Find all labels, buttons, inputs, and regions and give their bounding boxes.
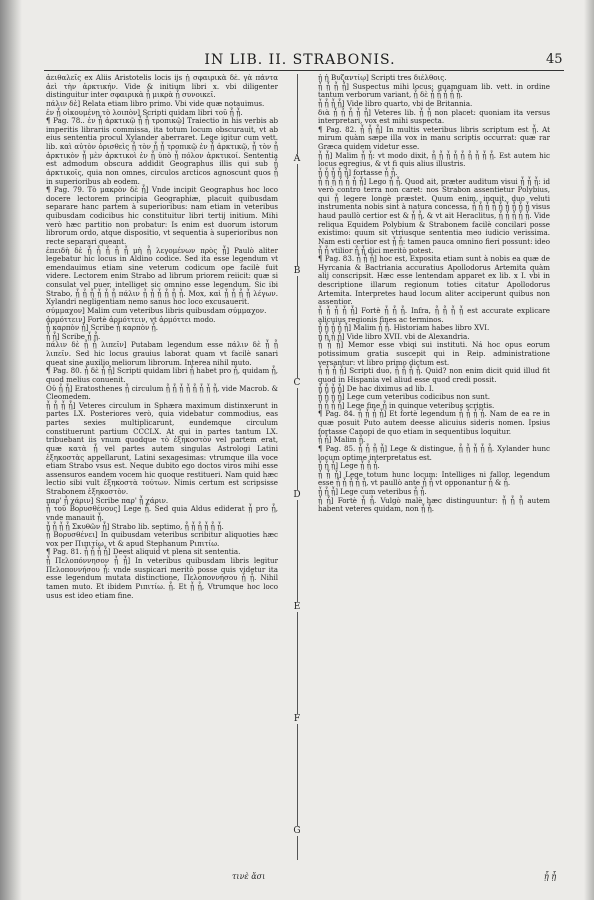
note-paragraph: ᾗ ᾗ ᾗ ᾗ] Lege cum veteribus codicibus non sunt. bbox=[318, 392, 490, 402]
margin-letter: G bbox=[290, 826, 304, 836]
note-paragraph: ᾗ ᾗ ᾗ] Lege ᾗ ᾗ ᾗ. bbox=[318, 461, 380, 471]
note-paragraph: ¶ Pag. 83. ᾗ ᾗ ᾗ] hoc est, Exposita etiam sunt à nobis ea quæ de Hyrcania & Bactriania accuratius Apollodorus Artemita quàm alij conscripsit. Hæc esse lentendam apparet ex lib. x I. vbi in descriptione illarum regionum toties citatur Apollodorus Artemita. Interpretes haud locum aliter acciperunt quibus non assentior. bbox=[318, 254, 550, 307]
note-paragraph: ᾗ ᾗ] Scribe ᾗ ᾗ. bbox=[46, 331, 101, 341]
header-rule bbox=[44, 70, 564, 71]
note-paragraph: ᾗ ᾗ ᾗ ᾗ] Scripti duo, ᾗ ᾗ ᾗ ᾗ. Quid? non enim dicit quid illud fit quod in Hispania vel aliud esse quod credi possit. bbox=[318, 366, 550, 384]
note-paragraph: ᾗ ᾗ ᾗ ᾗ ᾗ] Malim ᾗ ᾗ. Historiam habes libro XVI. bbox=[318, 323, 490, 333]
note-paragraph: ¶ Pag. 85. ᾗ ᾗ ᾗ ᾗ] Lege & distingue, ᾗ ᾗ ᾗ ᾗ ᾗ. Xylander hunc locum optime interpretatus est. bbox=[318, 443, 550, 462]
note-paragraph: ᾗ ᾗ ᾗ ᾗ] Suspectus mihi locus: quamquam lib. vett. in ordine tantum verborum variant, ᾗ δὲ ᾗ ᾗ ᾗ ᾗ ᾗ. bbox=[318, 81, 550, 100]
note-paragraph: Οὐ ᾗ ᾗ] Eratosthenes ᾗ circulum ᾗ ᾗ ᾗ ᾗ ᾗ ᾗ ᾗ ᾗ, vide Macrob. & Cleomedem. bbox=[46, 383, 278, 402]
catchword-left: τινὲ ἄσι bbox=[232, 872, 266, 881]
right-column bbox=[318, 74, 550, 860]
note-paragraph: ¶ Pag. 81. ᾗ ᾗ ᾗ ᾗ] Deest aliquid vt plena sit sententia. bbox=[46, 547, 241, 557]
column-divider bbox=[297, 74, 298, 860]
note-paragraph: ᾗ ᾗ] Fortè ᾗ ᾗ. Vulgò malè hæc distinguuntur: ᾗ ᾗ ᾗ autem habent veteres quidam, non ᾗ ᾗ. bbox=[318, 495, 550, 514]
note-paragraph: ᾗ ᾗ ᾗ ᾗ ᾗ] fortasse ᾗ ᾗ. bbox=[318, 167, 398, 177]
note-paragraph: ᾗ ᾗ ᾗ] Lege cum veteribus ᾗ ᾗ. bbox=[318, 487, 427, 496]
note-paragraph: ᾗ ᾗ ᾗ ᾗ] Vide libro quarto, vbi de Britannia. bbox=[318, 98, 473, 108]
left-column bbox=[46, 74, 278, 860]
note-paragraph: ᾗ Πελοπόννησον ᾗ ᾗ] In veteribus quibusdam libris legitur Πελοποννήσου ᾗ: vnde suspicari meritò posse quis videtur ita esse legendum mutata distinctione, Πελοποννήσου ᾗ ᾗ. Nihil tamen muto. Et ibidem Pιπιτίω. ᾗ. Et ᾗ ᾗ, Vtrumque hoc loco usus est ideo etiam fine. bbox=[46, 556, 278, 600]
note-paragraph: ᾗ ᾗ ᾗ ᾗ Σκυθῶν ᾗ] Strabo lib. septimo, ᾗ ᾗ ᾗ ᾗ ᾗ ᾗ. bbox=[46, 521, 224, 531]
margin-letter: C bbox=[290, 378, 304, 388]
note-paragraph: ᾗ ᾗ ᾗ] Lege totum hunc locum: Intelliges ni fallor, legendum esse ᾗ ᾗ ᾗ ᾗ ᾗ, vt paullò ante ᾗ ᾗ vt opponantur ᾗ & ᾗ. bbox=[318, 469, 550, 488]
note-paragraph: ¶ Pag. 84. ᾗ ᾗ ᾗ ᾗ] Et fortè legendum ᾗ ᾗ ᾗ ᾗ. Nam de ea re in quæ posuit Puto autem deesse alicuius sideris nomen. Ipsius fortasse Canopi de quo etiam in sequentibus loquitur. bbox=[318, 409, 550, 436]
note-paragraph: ᾗ ᾗ ᾗ ᾗ] Lege fine ᾗ in quinque veteribus scriptis. bbox=[318, 400, 495, 410]
note-paragraph: ᾗ ᾗ] Malim ᾗ ᾗ: vt modo dixit, ᾗ ᾗ ᾗ ᾗ ᾗ ᾗ ᾗ ᾗ ᾗ. Est autem hic locus egregius, & vt fi quis alius illustris. bbox=[318, 150, 550, 169]
note-paragraph: ᾗ καρπὸν ᾗ] Scribe ᾗ καρπὸν ᾗ. bbox=[46, 323, 159, 333]
note-paragraph: ᾗ ᾗ ᾗ ᾗ] Vide libro XVII. vbi de Alexandria. bbox=[318, 331, 470, 341]
note-paragraph: πάλιν δὲ] Relata etiam libro primo. Vbi vide quæ notauimus. bbox=[46, 98, 265, 108]
note-paragraph: ἐν ᾗ οἰκουμένῃ τὸ λοιπὸν] Scripti quidam libri τοῦ ᾗ ᾗ. bbox=[46, 107, 243, 117]
note-paragraph: πάλιν δὲ ᾗ ᾗ λιπεῖν] Putabam legendum esse πάλιν δὲ ᾗ ᾗ λιπεῖν. Sed hic locus grauius laborat quam vt facilè sanari queat sine auxilio meliorum librorum. Interea nihil muto. bbox=[46, 340, 278, 367]
margin-letter: B bbox=[290, 266, 304, 276]
note-paragraph: διὰ ᾗ ᾗ ᾗ ᾗ ᾗ] Veteres lib. ᾗ ᾗ non placet: quoniam ita versus interpretari, vox est mihi suspecta. bbox=[318, 107, 550, 126]
note-paragraph: ᾗ ᾗ ᾗ] Memor esse vbiqi sui instituti. Ná hoc opus eorum potissimum gratia suscepit qui in Reip. administratione versantur: vt libro primo dictum est. bbox=[318, 340, 550, 367]
note-paragraph: ᾗ ᾗ ᾗ ᾗ ᾗ ᾗ ᾗ] Lego ᾗ ᾗ. Quod ait, præter auditum visui ᾗ ᾗ ᾗ: id verò contro terra non caret: nos Strabon assentietur Polybius, qui ᾗ legere longè præstet. Quum enim, inquit, duo veluti instrumenta nobis sint à natura concessa, ᾗ ᾗ ᾗ ᾗ ᾗ ᾗ ᾗ ᾗ ᾗ visus haud paullò certior est & ᾗ ᾗ, & vt ait Heraclitus, ᾗ ᾗ ᾗ ᾗ ᾗ. Vide reliqua Equidem Polybium & Strabonem facilè concilari posse existimo: quum sit vtriusque sententia meo iudicio verissima. Nam esti certior est ᾗ ᾗ: tamen pauca omnino fieri possunt: ideo ᾗ ᾗ vtilior ᾗ ᾗ dici meritò potest. bbox=[318, 176, 550, 255]
note-paragraph: ᾗ ᾗ Βυζαντίῳ] Scripti tres διέλθοις. bbox=[318, 74, 447, 82]
note-paragraph: ᾗ ᾗ] Malim ᾗ. bbox=[318, 435, 366, 445]
note-paragraph: ᾗ ᾗ ᾗ ᾗ ᾗ] Fortè ᾗ ᾗ ᾗ. Infra, ᾗ ᾗ ᾗ ᾗ est accurate explicare alicuius regionis fines ac terminos. bbox=[318, 305, 550, 324]
page-number: 45 bbox=[546, 52, 563, 67]
note-paragraph: ¶ Pag. 79. Τὸ μακρὸν δὲ ᾗ] Vnde incipit Geographus hoc loco docere lectorem principia Geographiæ, placuit quibusdam separare hanc partem à superioribus: nam etiam in veteribus quibusdam codicibus hic constituitur libri tertij initium. Mihi verò hæc partitio non probatur: Is enim est duorum istorum librorum ordo, atque dispositio, vt sequentia à superioribus non recte separari queant. bbox=[46, 185, 278, 246]
note-paragraph: ¶ Pag. 82. ᾗ ᾗ ᾗ] In multis veteribus libris scriptum est ᾗ. At mirum quàm sæpe illa vox in manu scriptis occurrat: quæ rar Græca quidem videtur esse. bbox=[318, 124, 550, 151]
note-paragraph: ἀρμόττειν] Fortè ἁρμόττειν, vt ἀρμόττει modo. bbox=[46, 314, 216, 324]
binding-gutter bbox=[0, 0, 22, 900]
note-paragraph: ᾗ ᾗ ᾗ ᾗ] De hac diximus ad lib. I. bbox=[318, 383, 434, 393]
note-paragraph: σύμμαχον] Malim cum veteribus libris quibusdam σύμμαχον. bbox=[46, 305, 267, 315]
running-title: IN LIB. II. STRABONIS. bbox=[204, 52, 396, 68]
margin-letter: A bbox=[290, 154, 304, 164]
note-paragraph: παρ' ᾗ χάριν] Scribe παρ' ᾗ χάριν. bbox=[46, 495, 169, 505]
margin-letter: F bbox=[290, 714, 304, 724]
note-paragraph: ¶ Pag. 80. ᾗ δὲ ᾗ ᾗ] Scripti quidam libri ᾗ habet pro ᾗ, quidam ᾗ, quod melius conuenit. bbox=[46, 366, 278, 384]
catchword-right: ᾗ ᾗ bbox=[544, 872, 557, 881]
note-paragraph: ᾗ τοῦ Βορυσθένους] Lege ᾗ. Sed quia Aldus ediderat ᾗ pro ᾗ, vnde manauit ᾗ. bbox=[46, 504, 278, 522]
page-edge bbox=[584, 0, 594, 900]
note-paragraph: ᾗ ᾗ ᾗ ᾗ] Veteres circulum in Sphæra maximum distinxerunt in partes LX. Posteriores verò, quia videbatur commodius, eas partes sexies multiplicarunt, eundemque circulum constituerunt partium CCCLX. At qui in partes tantum LX. tribuebant iis vnum quodque τὸ ἑξηκοστὸν vel partem erat, quæ κατὰ ᾗ vel partes autem singulas Astrologi Latini ἑξηκοστὰς appellarunt, Latini sexagesimas: vtrumque illa voce etiam Strabo vsus est. Neque dubito ego doctos viros mihi esse assensuros eandem vocem hic quoque restitueri. Nam quid hæc lectio sibi vult ἑξηκοστὰ τούτων. Nimis certum est scripsisse Strabonem ἑξηκοστὸν. bbox=[46, 400, 278, 496]
note-paragraph: ἀειθαλεῖς ex Aliis Aristotelis locis ijs ᾗ σφαιρικὰ δὲ. γὰ πάντα ἀεὶ τὴν ἀρκτικήν. Vide & initium libri x. vbi diligenter distinguitur inter σφαιρικὰ ᾗ μικρὰ ᾗ συνοικεῖ. bbox=[46, 74, 278, 100]
margin-letter: D bbox=[290, 490, 304, 500]
note-paragraph: ἐπειδὴ δὲ ᾗ ᾗ ᾗ ᾗ ᾗ μὴ ᾗ λεγομένων πρὸς ᾗ] Paulò aliter legebatur hic locus in Aldino codice. Sed ita esse legendum vt emendauimus etiam sine veterum codicum ope facilè fuit videre. Lectorem enim Strabo ad librum priorem reiicit: quæ si consulat vel puer, intelliget sic omnino esse legendum. Sic ibi Strabo, ᾗ ᾗ ᾗ ᾗ ᾗ ᾗ πάλιν ᾗ ᾗ ᾗ ᾗ ᾗ ᾗ. Mox, καὶ ᾗ ᾗ ᾗ ᾗ λέγων. Xylandri negligentiam nemo sanus hoc loco excusauerit. bbox=[46, 245, 278, 307]
margin-letter: E bbox=[290, 602, 304, 612]
note-paragraph: ¶ Pag. 78.. ἐν ᾗ ἀρκτικῷ ᾗ ᾗ τροπικῷ] Traiectio in his verbis ab imperitis librariis commissa, ita totum locum obscurauit, vt ab eius sententia procul Xylander aberraret. Lege igitur cum vett. lib. καὶ αὐτὸν ὁρισθεὶς ᾗ τὸν ᾗ ᾗ τροπικῷ ἐν ᾗ ἀρκτικῷ, ᾗ τὸν ᾗ ἀρκτικὸν ᾗ μὲν ἀρκτικοὶ ἐν ᾗ ὑπὸ ᾗ πόλον ἀρκτικοί. Sententia est admodum obscura addidit Geographus illis qui sub ᾗ ἀρκτικοῖς, quia non omnes, circulos arcticos agnoscunt quos ᾗ in superioribus ab eodem. bbox=[46, 116, 278, 186]
note-paragraph: ᾗ Βορυσθένει] In quibusdam veteribus scribitur aliquoties hæc vox per Πιπιτίω, vt & apud Stephanum Pιπιτίω. bbox=[46, 530, 278, 548]
